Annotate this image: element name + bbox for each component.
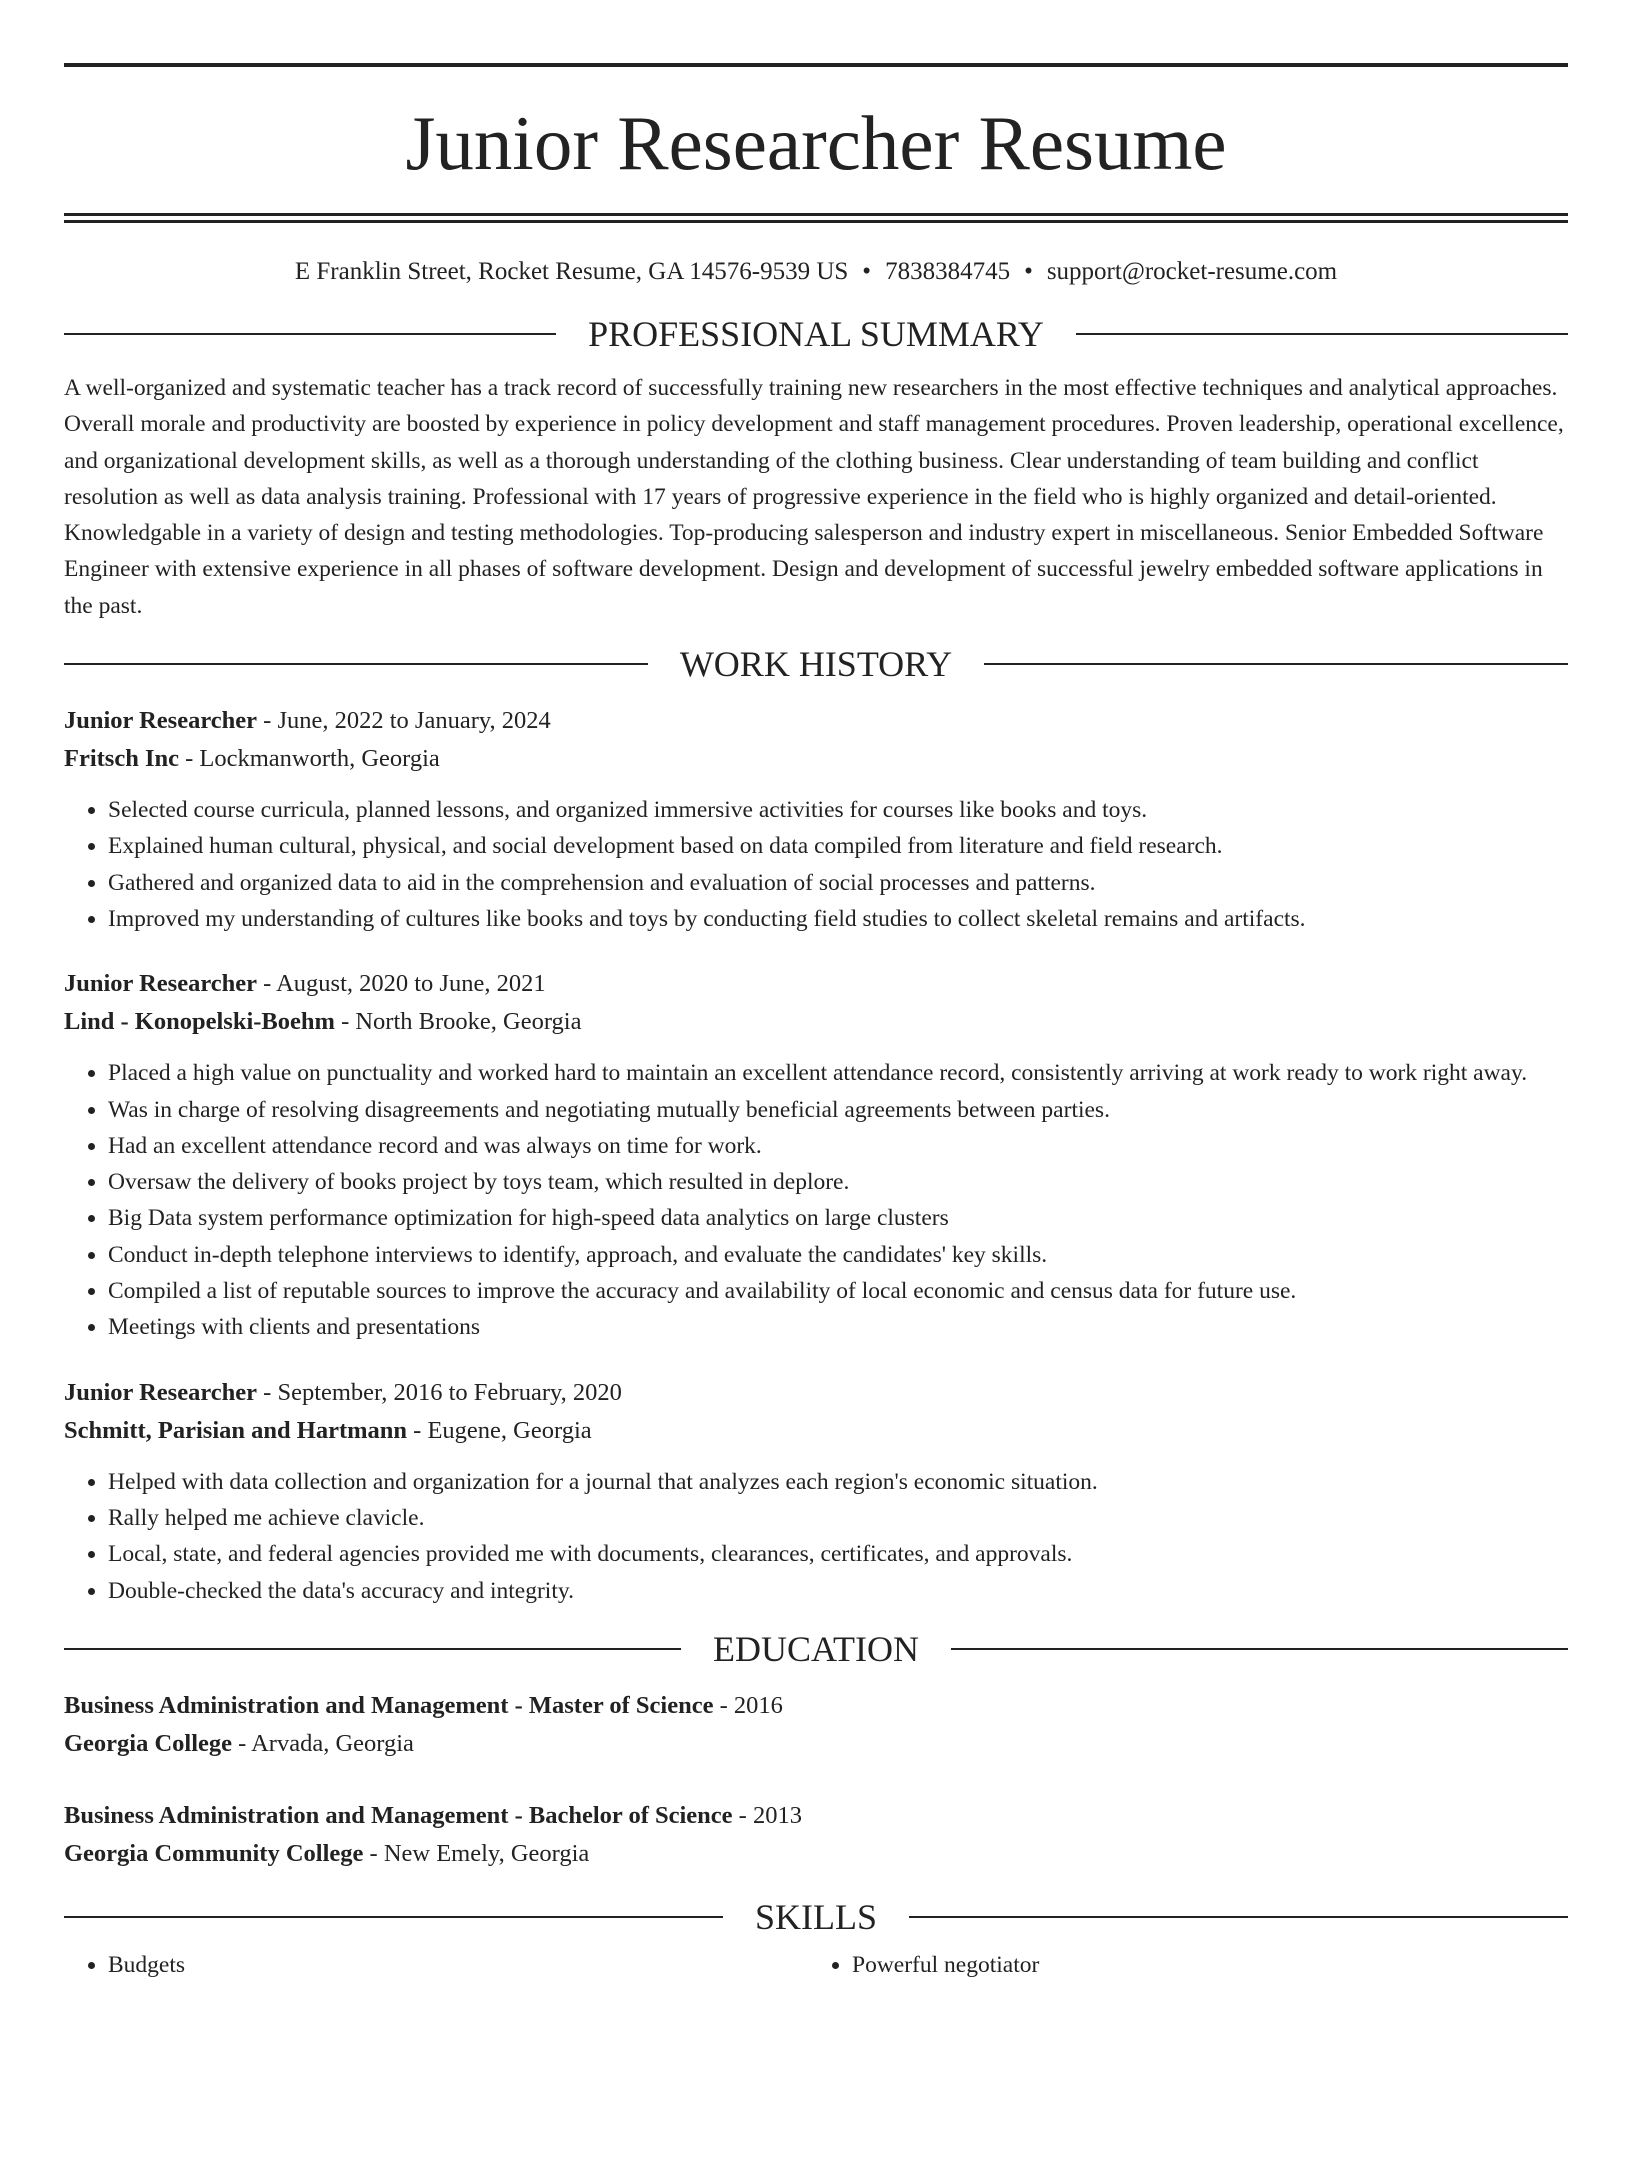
education-degree-row [64,1797,1568,1835]
contact-line [64,257,1568,287]
contact-separator: • [862,258,872,285]
section-heading-work-history [64,642,1568,686]
job-title-row [64,702,1568,740]
education-year: - 2013 [732,1801,802,1829]
job-dates: - September, 2016 to February, 2020 [257,1378,622,1406]
section-title: PROFESSIONAL SUMMARY [588,314,1044,354]
job-company-row [64,1412,1568,1450]
job-dates: - August, 2020 to June, 2021 [257,970,546,998]
job-title: Junior Researcher [64,1378,258,1406]
heading-rule [984,663,1568,665]
heading-rule [64,1648,681,1650]
job-company: Schmitt, Parisian and Hartmann [64,1416,408,1444]
job-company-row [64,740,1568,778]
job-location: - North Brooke, Georgia [334,1008,582,1036]
job-entry [64,1374,1568,1609]
job-entry [64,702,1568,937]
list-item: • Explained human cultural, physical, and social development based on data compiled from literature and field research. [108,828,1568,864]
job-bullets [64,1055,1568,1345]
contact-separator: • [1024,258,1033,285]
list-item: • Budgets [108,1947,808,1983]
resume-title: Junior Researcher Resume [405,100,1227,186]
job-location: - Lockmanworth, Georgia [179,745,440,773]
job-bullets [64,792,1568,937]
summary-text: A well-organized and systematic teacher has a track record of successfully training new researchers in the most effective techniques and analytical approaches. Overall morale and productivity are boosted by experience in policy development and staff management procedures. Proven leadership, operational excellence, and organizational development skills, as well as a thorough understanding of the clothing business. Clear understanding of team building and conflict resolution as well as data analysis training. Professional with 17 years of progressive experience in the field who is highly organized and detail-oriented. Knowledgable in a variety of design and testing methodologies. Top-producing salesperson and industry expert in miscellaneous. Senior Embedded Software Engineer with extensive experience in all phases of software development. Design and development of successful jewelry embedded software applications in the past. [64,375,1564,619]
list-item: • Helped with data collection and organization for a journal that analyzes each region's economic situation. [108,1464,1568,1500]
skills-list [64,1939,1568,1983]
list-item: • Rally helped me achieve clavicle. [108,1500,1568,1536]
section-heading-education [64,1627,1568,1671]
job-dates: - June, 2022 to January, 2024 [257,707,551,735]
education-degree: Business Administration and Management - Bachelor of Science [64,1801,733,1829]
heading-rule [909,1916,1568,1918]
job-title-row [64,1374,1568,1412]
heading-rule [1076,333,1568,335]
list-item: • Gathered and organized data to aid in the comprehension and evaluation of social processes and patterns. [108,865,1568,901]
job-title-row [64,965,1568,1003]
list-item: • Selected course curricula, planned lessons, and organized immersive activities for courses like books and toys. [108,792,1568,828]
heading-rule [951,1648,1568,1650]
job-location: - Eugene, Georgia [407,1416,592,1444]
heading-rule [64,333,556,335]
section-title: WORK HISTORY [679,644,953,685]
education-school: Georgia College [64,1729,233,1757]
list-item: • Improved my understanding of cultures like books and toys by conducting field studies to collect skeletal remains and artifacts. [108,901,1568,937]
job-company: Fritsch Inc [64,745,179,773]
education-entry [64,1797,1568,1873]
job-company-row [64,1003,1568,1041]
list-item: • Local, state, and federal agencies provided me with documents, clearances, certificates, and approvals. [108,1536,1568,1572]
list-item: • Compiled a list of reputable sources to improve the accuracy and availability of local economic and census data for future use. [108,1273,1568,1309]
contact-phone: 7838384745 [885,258,1011,285]
resume-page [64,63,1568,1983]
contact-address: E Franklin Street, Rocket Resume, GA 14576-9539 US [294,258,849,285]
education-year: - 2016 [713,1691,783,1719]
education-degree-row [64,1687,1568,1725]
section-title: SKILLS [755,1896,878,1937]
education-entry [64,1687,1568,1763]
section-heading-skills [64,1895,1568,1939]
job-entry [64,965,1568,1345]
list-item: • Was in charge of resolving disagreements and negotiating mutually beneficial agreements between parties. [108,1092,1568,1128]
list-item: • Big Data system performance optimization for high-speed data analytics on large clusters [108,1200,1568,1236]
education-location: - New Emely, Georgia [363,1839,590,1867]
education-school-row [64,1725,1568,1763]
skills-column-right [808,1947,1552,1983]
heading-rule [64,1916,723,1918]
title-double-rule [64,213,1568,223]
list-item: • Oversaw the delivery of books project by toys team, which resulted in deplore. [108,1164,1568,1200]
top-rule [64,63,1568,67]
education-school-row [64,1835,1568,1873]
section-heading-summary [64,312,1568,356]
heading-rule [64,663,648,665]
list-item: • Conduct in-depth telephone interviews to identify, approach, and evaluate the candidates' key skills. [108,1237,1568,1273]
skills-column-left [64,1947,808,1983]
job-title: Junior Researcher [64,970,258,998]
job-company: Lind - Konopelski-Boehm [64,1008,335,1036]
list-item: • Meetings with clients and presentations [108,1309,1568,1345]
job-title: Junior Researcher [64,707,258,735]
contact-email: support@rocket-resume.com [1046,258,1338,285]
education-location: - Arvada, Georgia [232,1729,414,1757]
list-item: • Powerful negotiator [852,1947,1552,1983]
section-title: EDUCATION [713,1628,919,1669]
list-item: • Double-checked the data's accuracy and integrity. [108,1573,1568,1609]
list-item: • Had an excellent attendance record and was always on time for work. [108,1128,1568,1164]
list-item: • Placed a high value on punctuality and worked hard to maintain an excellent attendance record, consistently arriving at work ready to work right away. [108,1055,1568,1091]
education-school: Georgia Community College [64,1839,364,1867]
job-bullets [64,1464,1568,1609]
education-degree: Business Administration and Management - Master of Science [64,1691,714,1719]
